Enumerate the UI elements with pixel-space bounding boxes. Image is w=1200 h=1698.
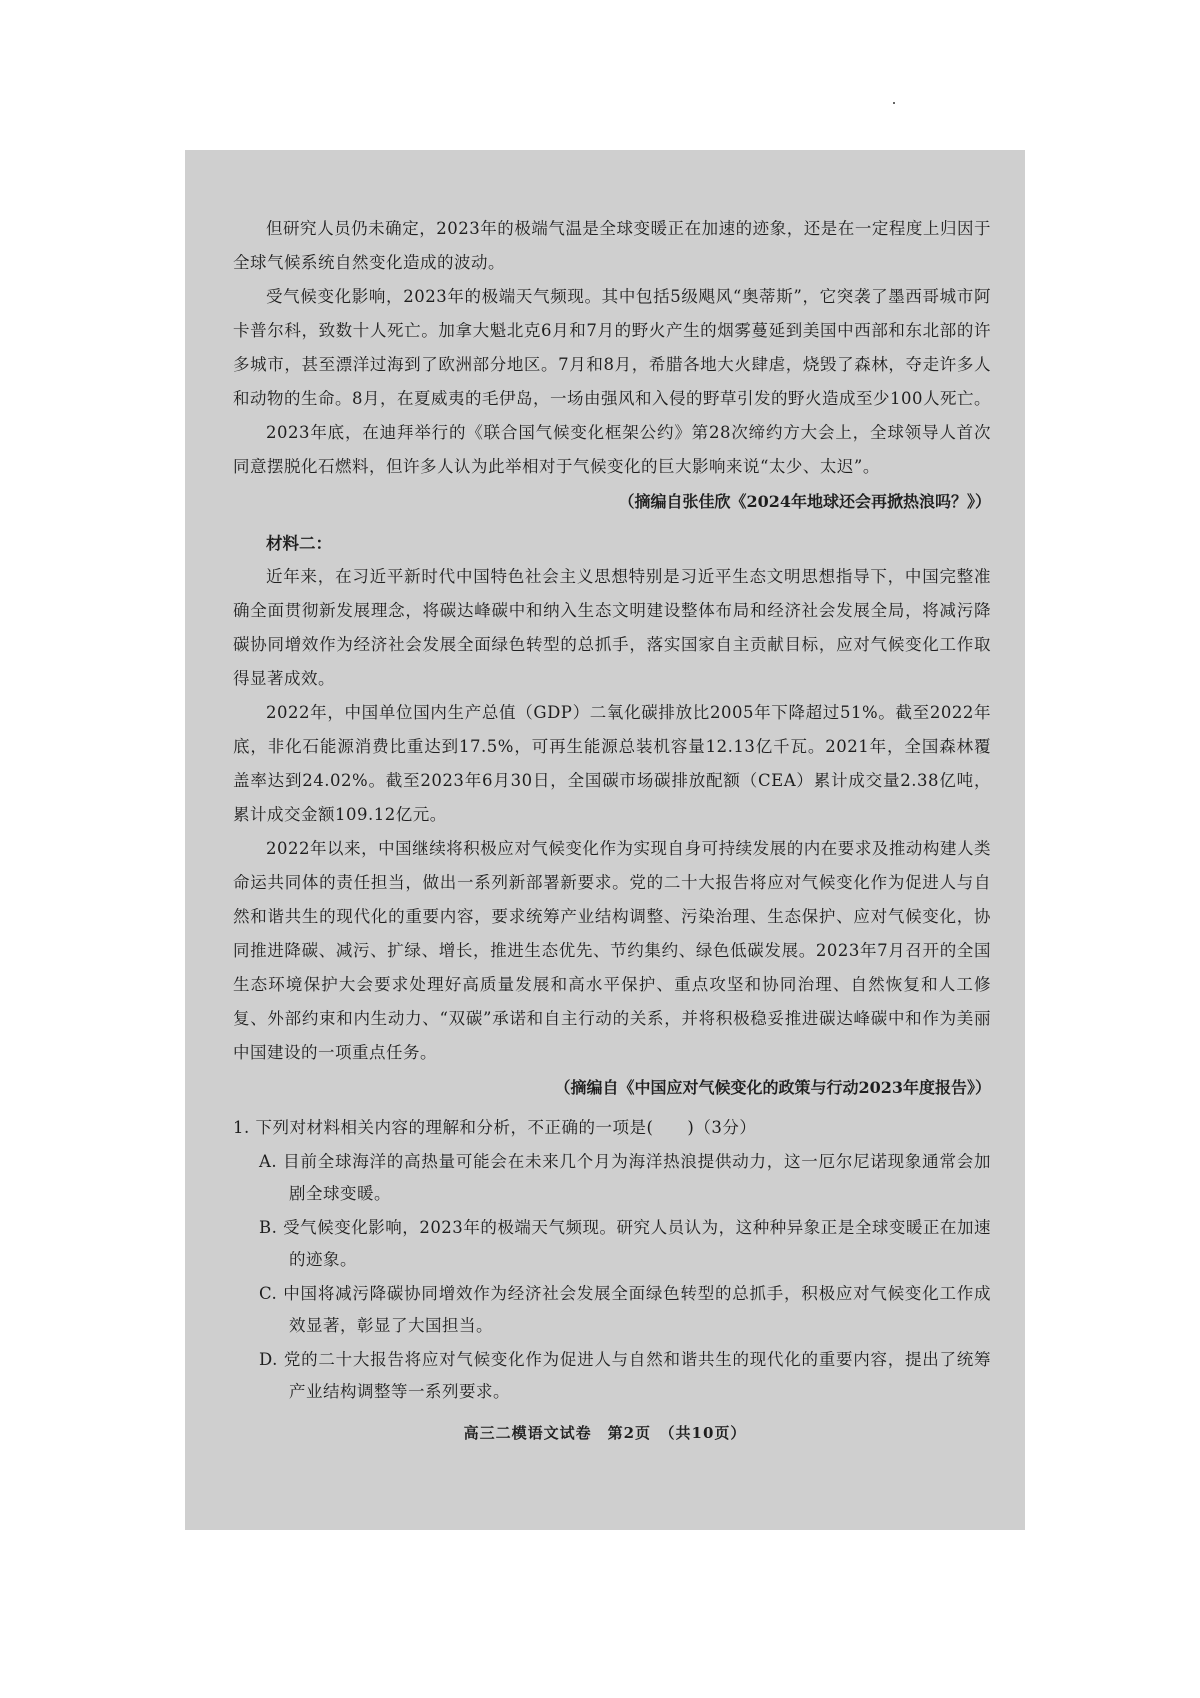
source-citation: （摘编自张佳欣《2024年地球还会再掀热浪吗？》） [618, 492, 991, 511]
paragraph: 但研究人员仍未确定，2023年的极端气温是全球变暖正在加速的迹象，还是在一定程度上归因于全球气候系统自然变化造成的波动。 [233, 219, 991, 272]
option-c: C. 中国将减污降碳协同增效作为经济社会发展全面绿色转型的总抓手，积极应对气候变化工作成效显著，彰显了大国担当。 [259, 1284, 991, 1335]
question-block [233, 1112, 991, 1408]
option-b: B. 受气候变化影响，2023年的极端天气频现。研究人员认为，这种种异象正是全球变暖正在加速的迹象。 [259, 1218, 991, 1269]
page-footer: 高三二模语文试卷 第2页 （共10页） [463, 1424, 747, 1442]
paragraph: 近年来，在习近平新时代中国特色社会主义思想特别是习近平生态文明思想指导下，中国完整准确全面贯彻新发展理念，将碳达峰碳中和纳入生态文明建设整体布局和经济社会发展全局，将减污降碳协同增效作为经济社会发展全面绿色转型的总抓手，落实国家自主贡献目标，应对气候变化工作取得显著成效。 [233, 567, 991, 688]
option-a: A. 目前全球海洋的高热量可能会在未来几个月为海洋热浪提供动力，这一厄尔尼诺现象通常会加剧全球变暖。 [259, 1152, 991, 1203]
source-citation: （摘编自《中国应对气候变化的政策与行动2023年度报告》） [554, 1078, 991, 1097]
question-stem: 1. 下列对材料相关内容的理解和分析，不正确的一项是( )（3分） [233, 1118, 757, 1137]
scanned-page [185, 150, 1025, 1530]
paragraph: 2023年底，在迪拜举行的《联合国气候变化框架公约》第28次缔约方大会上，全球领导人首次同意摆脱化石燃料，但许多人认为此举相对于气候变化的巨大影响来说“太少、太迟”。 [233, 423, 991, 476]
paragraph: 2022年，中国单位国内生产总值（GDP）二氧化碳排放比2005年下降超过51%。截至2022年底，非化石能源消费比重达到17.5%，可再生能源总装机容量12.13亿千瓦。2021年，全国森林覆盖率达到24.02%。截至2023年6月30日，全国碳市场碳排放配额（CEA）累计成交量2.38亿吨，累计成交金额109.12亿元。 [233, 703, 991, 824]
material-two [233, 528, 991, 1106]
paragraph: 2022年以来，中国继续将积极应对气候变化作为实现自身可持续发展的内在要求及推动构建人类命运共同体的责任担当，做出一系列新部署新要求。党的二十大报告将应对气候变化作为促进人与自然和谐共生的现代化的重要内容，要求统筹产业结构调整、污染治理、生态保护、应对气候变化，协同推进降碳、减污、扩绿、增长，推进生态优先、节约集约、绿色低碳发展。2023年7月召开的全国生态环境保护大会要求处理好高质量发展和高水平保护、重点攻坚和协同治理、自然恢复和人工修复、外部约束和内生动力、“双碳”承诺和自主行动的关系，并将积极稳妥推进碳达峰碳中和作为美丽中国建设的一项重点任务。 [233, 839, 991, 1062]
scan-speck [893, 102, 895, 104]
section-heading: 材料二： [266, 534, 332, 553]
option-d: D. 党的二十大报告将应对气候变化作为促进人与自然和谐共生的现代化的重要内容，提出了统筹产业结构调整等一系列要求。 [259, 1350, 991, 1401]
material-one [233, 212, 991, 520]
paragraph: 受气候变化影响，2023年的极端天气频现。其中包括5级飓风“奥蒂斯”，它突袭了墨西哥城市阿卡普尔科，致数十人死亡。加拿大魁北克6月和7月的野火产生的烟雾蔓延到美国中西部和东北部的许多城市，甚至漂洋过海到了欧洲部分地区。7月和8月，希腊各地大火肆虐，烧毁了森林，夺走许多人和动物的生命。8月，在夏威夷的毛伊岛，一场由强风和入侵的野草引发的野火造成至少100人死亡。 [233, 287, 991, 408]
